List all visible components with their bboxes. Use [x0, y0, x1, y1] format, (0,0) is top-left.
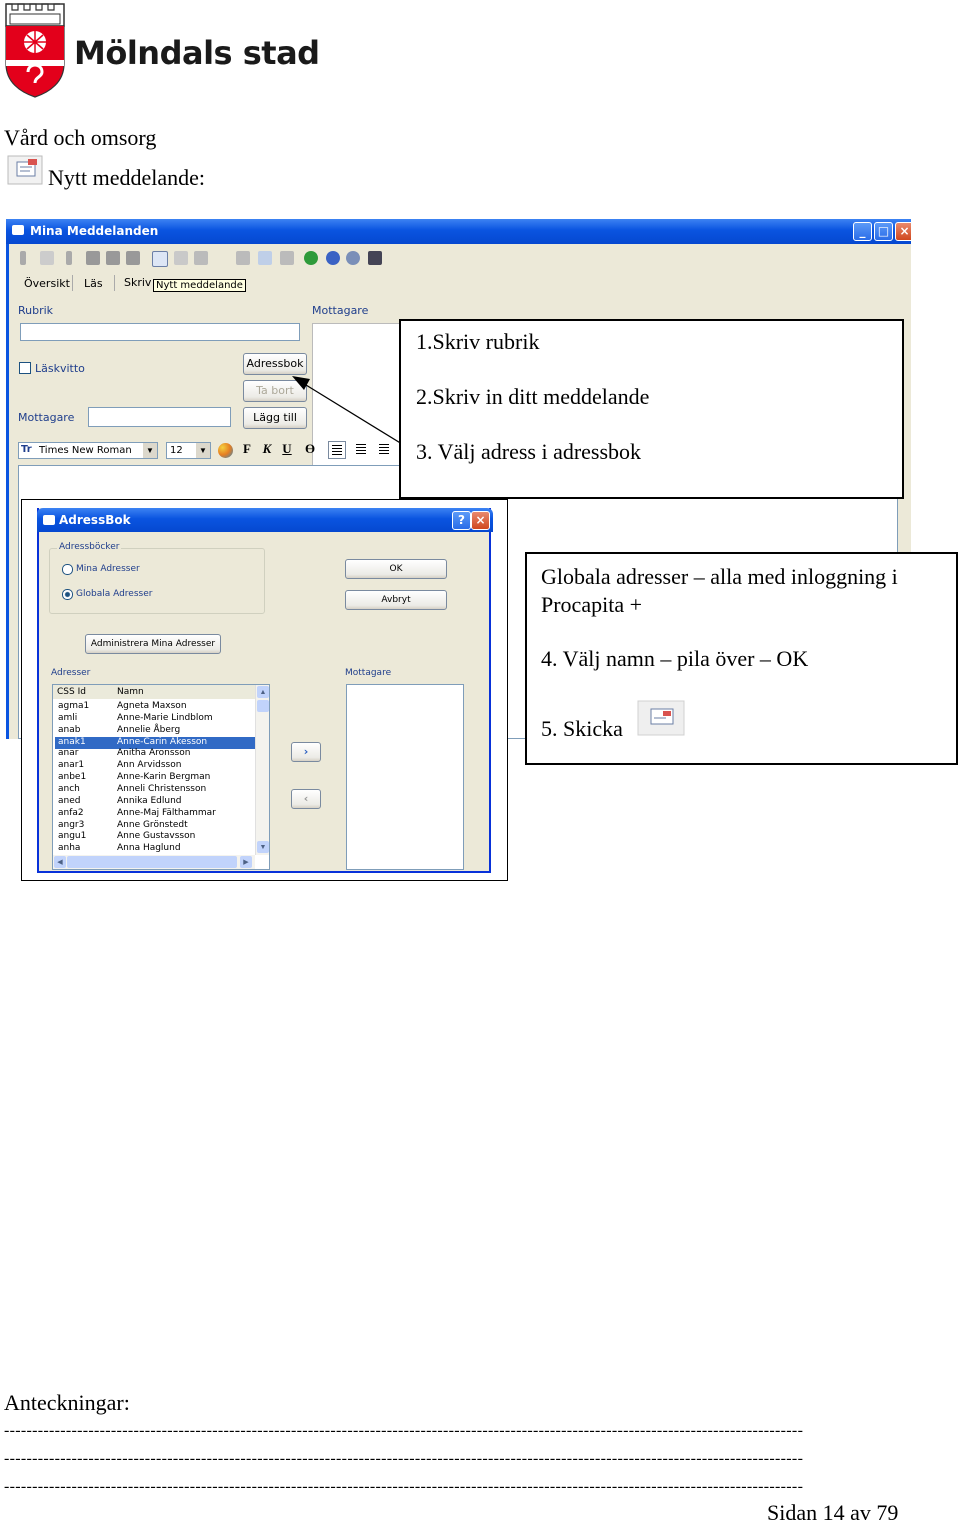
- table-row[interactable]: [55, 701, 255, 713]
- table-row[interactable]: [55, 796, 255, 808]
- brand-name: Mölndals stad: [74, 34, 320, 72]
- table-row[interactable]: [55, 737, 255, 749]
- font-type-icon: Tr: [21, 444, 32, 455]
- recipients-header: Mottagare: [312, 304, 369, 317]
- notes-line: ----------------------------------------------------------------------------------------------------------------------------------------------: [4, 1450, 804, 1467]
- bold-button[interactable]: F: [243, 441, 251, 456]
- table-row[interactable]: [55, 760, 255, 772]
- window-app-icon: [43, 515, 55, 525]
- step-2-text: 2.Skriv in ditt meddelande: [416, 384, 650, 409]
- row-name: Anne-Maj Fälthammar: [117, 807, 216, 818]
- row-css-id: agma1: [58, 701, 90, 711]
- heading-new-message: Nytt meddelande:: [48, 165, 206, 190]
- scroll-up-icon[interactable]: ▲: [257, 686, 269, 698]
- scroll-left-icon[interactable]: ◀: [54, 856, 66, 868]
- main-window-title: Mina Meddelanden: [30, 224, 159, 238]
- row-css-id: anha: [58, 843, 81, 854]
- address-book-titlebar: [37, 508, 493, 532]
- table-row[interactable]: [55, 748, 255, 760]
- radio-globala-adresser[interactable]: [62, 589, 73, 600]
- scroll-down-icon[interactable]: ▼: [257, 841, 269, 853]
- chevron-down-icon: ▼: [143, 443, 157, 458]
- row-css-id: anar1: [58, 760, 85, 771]
- send-icon: [636, 699, 686, 737]
- chevron-down-icon: ▼: [196, 443, 210, 458]
- page-number: Sidan 14 av 79: [767, 1500, 899, 1525]
- row-name: Anne-Marie Lindblom: [117, 712, 213, 723]
- row-name: Anne-Karin Bergman: [117, 772, 211, 783]
- table-row[interactable]: [55, 820, 255, 832]
- adressbok-button[interactable]: Adressbok: [243, 353, 307, 375]
- move-right-button[interactable]: ›: [291, 742, 321, 762]
- row-name: Anne-Carin Akesson: [117, 736, 208, 747]
- font-name-value: Times New Roman: [39, 445, 132, 456]
- horizontal-scrollbar[interactable]: [53, 855, 255, 869]
- move-left-button[interactable]: ‹: [291, 789, 321, 809]
- row-name: Anna Haglund: [117, 843, 181, 854]
- step-5-text: 5. Skicka: [541, 716, 623, 741]
- avbryt-button[interactable]: Avbryt: [345, 590, 447, 610]
- instructions-callout: [399, 319, 904, 499]
- underline-button[interactable]: U: [282, 441, 292, 456]
- row-css-id: angr3: [58, 819, 85, 830]
- minimize-button[interactable]: _: [853, 222, 872, 241]
- column-header-name[interactable]: Namn: [113, 685, 257, 699]
- step-1-text: 1.Skriv rubrik: [416, 329, 540, 354]
- adresser-label: Adresser: [51, 668, 91, 678]
- radio-mina-adresser[interactable]: [62, 564, 73, 575]
- radio-mina-label: Mina Adresser: [76, 564, 140, 574]
- row-name: Agneta Maxson: [117, 701, 187, 711]
- row-css-id: angu1: [58, 831, 87, 842]
- font-size-value: 12: [170, 445, 183, 456]
- scroll-right-icon[interactable]: ▶: [240, 856, 252, 868]
- row-name: Ann Arvidsson: [117, 760, 182, 771]
- mottagare-label: Mottagare: [18, 411, 75, 424]
- tab-skriv[interactable]: Skriv: [124, 276, 152, 289]
- tooltip-new-message: Nytt meddelande: [153, 279, 246, 292]
- address-list[interactable]: [52, 684, 270, 870]
- column-header-id[interactable]: CSS Id: [53, 685, 116, 699]
- row-css-id: amli: [58, 712, 78, 723]
- tab-las[interactable]: Läs: [84, 277, 103, 290]
- address-book-dialog: [37, 508, 491, 873]
- scroll-thumb[interactable]: [257, 700, 269, 712]
- row-css-id: anar: [58, 748, 79, 759]
- help-icon[interactable]: ?: [452, 511, 471, 530]
- table-row[interactable]: [55, 831, 255, 843]
- row-name: Annika Edlund: [117, 795, 182, 806]
- address-info-callout: [525, 552, 958, 765]
- adressbocker-label: Adressböcker: [59, 542, 120, 552]
- row-css-id: aned: [58, 795, 81, 806]
- ta-bort-button[interactable]: Ta bort: [243, 380, 307, 402]
- table-row[interactable]: [55, 843, 255, 855]
- radio-globala-label: Globala Adresser: [76, 589, 153, 599]
- notes-label: Anteckningar:: [4, 1390, 130, 1415]
- administrera-button[interactable]: Administrera Mina Adresser: [85, 634, 221, 654]
- ok-button[interactable]: OK: [345, 559, 447, 579]
- global-addresses-note: Globala adresser – alla med inloggning i Procapita +: [541, 564, 898, 617]
- row-name: Anneli Christensson: [117, 783, 207, 794]
- vertical-scrollbar[interactable]: [255, 685, 270, 855]
- row-name: Anne Gustavsson: [117, 831, 196, 842]
- row-css-id: anab: [58, 724, 81, 735]
- address-rows: [55, 701, 255, 861]
- row-css-id: anfa2: [58, 807, 84, 818]
- row-name: Anne Grönstedt: [117, 819, 188, 830]
- scroll-thumb-horizontal[interactable]: [67, 856, 237, 868]
- section-title: Vård och omsorg: [4, 125, 157, 150]
- table-row[interactable]: [55, 772, 255, 784]
- rubrik-label: Rubrik: [18, 304, 54, 317]
- close-button[interactable]: ×: [895, 222, 911, 241]
- row-name: Annelie Åberg: [117, 724, 181, 735]
- step-3-text: 3. Välj adress i adressbok: [416, 439, 642, 464]
- table-row[interactable]: [55, 713, 255, 725]
- lagg-till-button[interactable]: Lägg till: [243, 407, 307, 429]
- table-row[interactable]: [55, 725, 255, 737]
- row-css-id: anbe1: [58, 772, 87, 783]
- selected-recipients-list[interactable]: [346, 684, 464, 870]
- address-book-title: AdressBok: [59, 513, 131, 527]
- notes-line: ----------------------------------------------------------------------------------------------------------------------------------------------: [4, 1422, 804, 1439]
- tab-oversikt[interactable]: Översikt: [24, 277, 70, 290]
- row-name: Anitha Aronsson: [117, 748, 191, 759]
- strikethrough-button[interactable]: Ɵ: [304, 441, 316, 456]
- table-row[interactable]: [55, 808, 255, 820]
- mottagare-list-label: Mottagare: [345, 668, 392, 678]
- row-css-id: anak1: [58, 736, 86, 747]
- step-4-text: 4. Välj namn – pila över – OK: [541, 646, 809, 671]
- notes-line: ----------------------------------------------------------------------------------------------------------------------------------------------: [4, 1478, 804, 1495]
- close-icon[interactable]: ×: [471, 511, 490, 530]
- address-book-frame: [21, 499, 508, 881]
- laskvitto-label: Läskvitto: [35, 362, 85, 375]
- adressbocker-group: [49, 548, 265, 614]
- row-css-id: anch: [58, 783, 80, 794]
- italic-button[interactable]: K: [262, 441, 272, 456]
- maximize-button[interactable]: □: [874, 222, 893, 241]
- table-row[interactable]: [55, 784, 255, 796]
